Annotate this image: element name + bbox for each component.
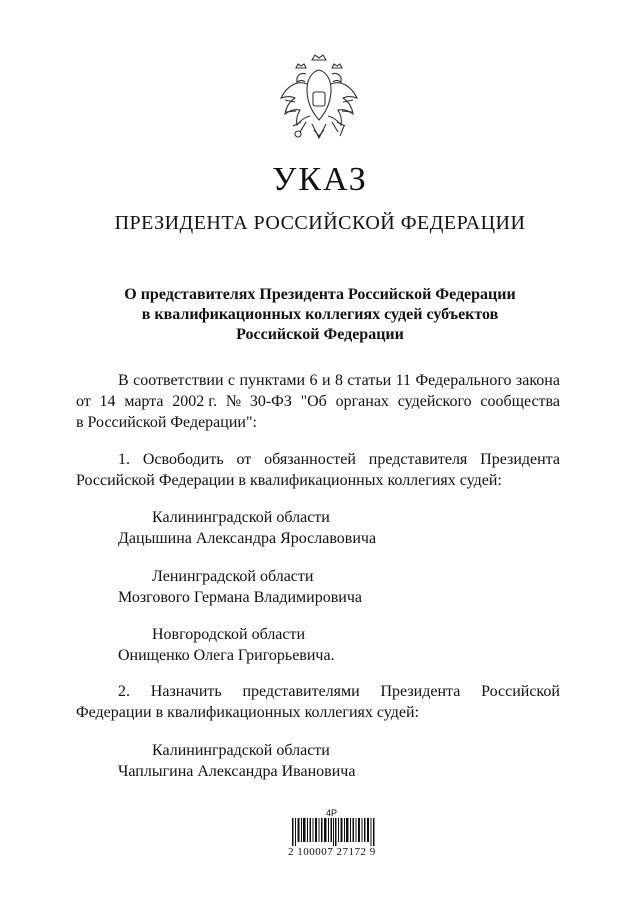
item-1-paragraph [76, 449, 560, 491]
word: Президента [480, 451, 560, 468]
word: от [76, 393, 91, 410]
list-item [118, 507, 376, 549]
preamble-paragraph [76, 370, 560, 433]
word: 6 [309, 372, 318, 389]
region-name: Ленинградской области [152, 568, 314, 585]
document-subtitle: ПРЕЗИДЕНТА РОССИЙСКОЙ ФЕДЕРАЦИИ [114, 212, 526, 234]
word: 8 [334, 372, 343, 389]
word: статьи [347, 372, 392, 389]
word: представителями [242, 683, 360, 700]
region-name: Калининградской области [152, 742, 330, 759]
justified-line [76, 370, 560, 391]
text-line: Российской Федерации в квалификационных коллегиях судей: [76, 472, 502, 489]
word: от [236, 451, 252, 468]
person-name: Чаплыгина Александра Ивановича [118, 763, 356, 780]
word: органах [335, 393, 389, 410]
subject-line: Российской Федерации [236, 326, 404, 343]
state-emblem-icon [276, 52, 362, 148]
list-item [118, 624, 335, 666]
word: Освободить [142, 451, 224, 468]
document-subject [0, 285, 640, 345]
word: 2. [118, 683, 130, 700]
person-name: Онищенко Олега Григорьевича. [118, 647, 335, 664]
barcode-bars-icon [292, 818, 376, 846]
word: 2002 г. [172, 393, 218, 410]
text-line: в Российской Федерации": [76, 414, 257, 431]
region-name: Калининградской области [152, 509, 330, 526]
word: представителя [368, 451, 468, 468]
word: 1. [118, 451, 130, 468]
word: Назначить [150, 683, 222, 700]
justified-line [76, 449, 560, 470]
word: 14 [99, 393, 116, 410]
word: 11 [395, 372, 412, 389]
barcode [288, 808, 378, 870]
word: № [225, 393, 242, 410]
text-line: Федерации в квалификационных коллегиях судей: [76, 704, 420, 721]
word: марта [124, 393, 164, 410]
justified-line [76, 391, 560, 412]
word: и [321, 372, 331, 389]
list-item [118, 566, 362, 608]
word: Российской [481, 683, 560, 700]
word: с [227, 372, 236, 389]
word: Президента [380, 683, 461, 700]
barcode-mark: 4P [326, 808, 338, 818]
person-name: Дацышина Александра Ярославовича [118, 530, 377, 547]
item-2-paragraph [76, 681, 560, 723]
word: 30-ФЗ [249, 393, 292, 410]
list-item [118, 740, 355, 782]
word: закона [515, 372, 560, 389]
person-name: Мозгового Германа Владимировича [118, 589, 363, 606]
word: "Об [300, 393, 327, 410]
region-name: Новгородской области [152, 626, 306, 643]
barcode-number: 2 100007 27172 9 [288, 846, 376, 858]
word: обязанностей [264, 451, 356, 468]
word: сообщества [480, 393, 560, 410]
word: В [118, 372, 129, 389]
subject-line: О представителях Президента Российской Федерации [124, 286, 516, 303]
word: пунктами [239, 372, 306, 389]
word: соответствии [133, 372, 224, 389]
subject-line: в квалификационных коллегиях судей субъектов [141, 306, 499, 323]
document-title: УКАЗ [272, 161, 368, 198]
justified-line [76, 681, 560, 702]
word: судейского [397, 393, 472, 410]
word: Федерального [415, 372, 512, 389]
